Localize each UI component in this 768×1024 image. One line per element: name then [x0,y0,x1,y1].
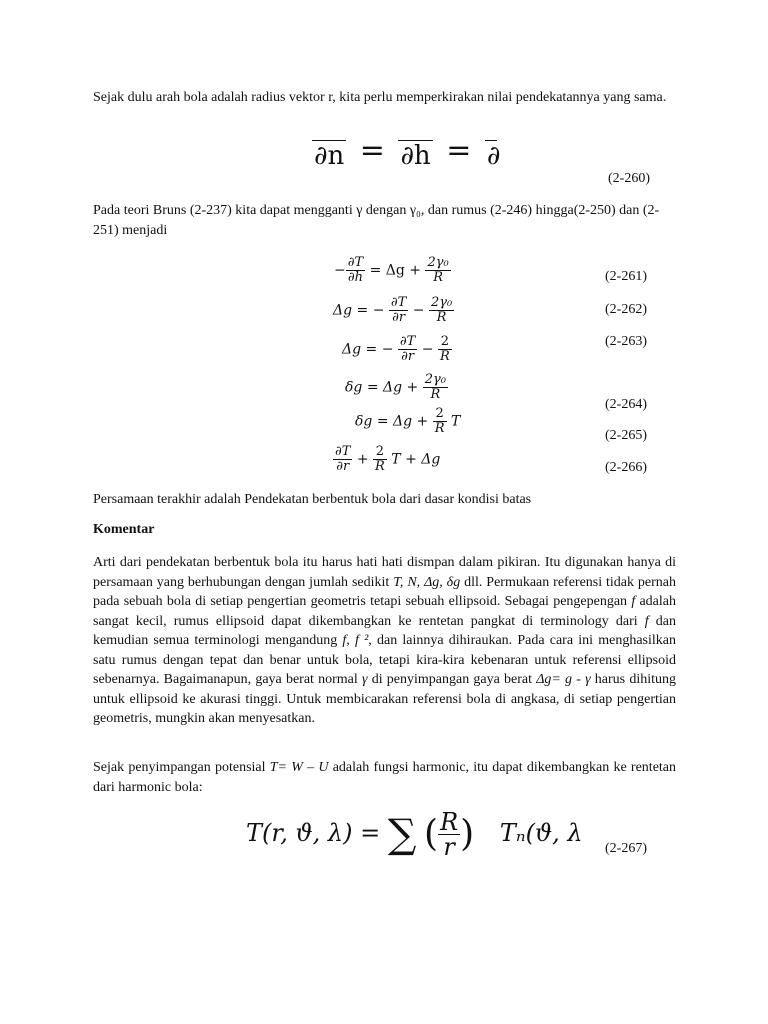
equation-number-2-267: (2-267) [605,841,647,856]
eq260-frac3: ∂ [485,132,502,171]
equation-number-2-265: (2-265) [605,428,647,443]
equation-2-265: δg = Δg + $\frac{2}{R}$ T [355,406,461,436]
equation-2-266: $\frac{\partial T}{\partial r}$ + $\frac{2}{R}$ T + Δg [335,444,441,474]
equation-number-2-266: (2-266) [605,460,647,475]
equation-2-263: Δg = − $\frac{\partial T}{\partial r}$ − $\frac{2}{R}$ [342,334,450,364]
paragraph-harmonic: Sejak penyimpangan potensial T= W – U adalah fungsi harmonic, itu dapat dikembangkan ke rentetan dari harmonic bola: [93,760,677,795]
equation-number-2-263: (2-263) [605,334,647,349]
equation-2-262: Δg = − $\frac{\partial T}{\partial r}$ − $\frac{\text{2γ₀}}{R}$ [333,295,453,325]
equation-2-264: δg = Δg + $\frac{\text{2γ₀}}{R}$ [345,372,446,402]
section-heading-komentar: Komentar [93,522,155,537]
eq260-frac1: ∂n [312,132,346,171]
equation-2-260: ∂n = ∂h = ∂ [314,132,501,171]
paragraph-intro: Sejak dulu arah bola adalah radius vektor r, kita perlu memperkirakan nilai pendekatannya yang sama. [93,90,667,105]
equation-2-267: T(r, ϑ, λ) = ∑ ( $\frac{R}{r}$ ) Tₙ(ϑ, λ [246,808,583,861]
equation-2-261: − $\frac{\partial T}{\partial h}$ = Δg + $\frac{\text{2γ₀}}{R}$ [334,255,449,285]
paragraph-bruns: Pada teori Bruns (2-237) kita dapat mengganti γ dengan γ₀, dan rumus (2-246) hingga(2-250) dan (2-251) menjadi [93,203,660,238]
equation-number-2-264: (2-264) [605,397,647,412]
equation-number-2-262: (2-262) [605,302,647,317]
paragraph-conclusion: Persamaan terakhir adalah Pendekatan berbentuk bola dari dasar kondisi batas [93,492,532,507]
equation-number-2-260: (2-260) [608,171,650,186]
eq260-frac2: ∂h [398,132,432,171]
paragraph-komentar: Arti dari pendekatan berbentuk bola itu harus hati hati dismpan dalam pikiran. Itu digunakan hanya di persamaan yang berhubungan dengan jumlah sedikit T, N, Δg, δg dll. Permukaan referensi tidak pernah pada sebuah bola di setiap pengertian geometris tetapi sebuah ellipsoid. Sebagai pengepengan f adalah sangat kecil, rumus ellipsoid dapat dikembangkan ke rentetan pangkat di terminology dari f dan kemudian semua terminologi mengandung f, f ², dan lainnya dihiraukan. Pada cara ini menghasilkan satu rumus dengan tepat dan benar untuk bola, tetapi kira-kira kebenaran untuk referensi ellipsoid sebenarnya. Bagaimanapun, gaya berat normal γ di penyimpangan gaya berat Δg= g - γ harus dihitung untuk ellipsoid ke akurasi tinggi. Untuk membicarakan referensi bola di angkasa, di setiap pengertian geometris, mungkin akan menyesatkan. [93,555,677,726]
equation-number-2-261: (2-261) [605,269,647,284]
